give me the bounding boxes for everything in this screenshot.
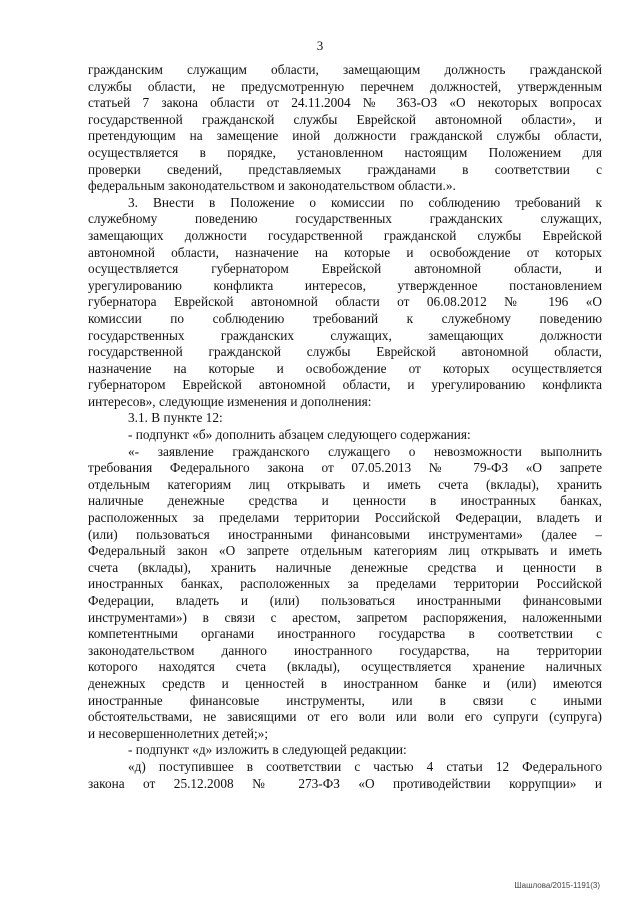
text-line: иностранных банках, расположенных за пределами территории Российской: [88, 576, 602, 592]
text-line: проверки сведений, представляемых гражданами в соответствии с: [88, 161, 602, 177]
text-line: компетентными органами иностранного государства в соответствии с: [88, 626, 602, 642]
text-line: служебному поведению государственных гражданских служащих,: [88, 211, 602, 227]
text-line: федеральным законодательством и законодательством области.».: [88, 178, 456, 194]
text-line: (или) пользоваться иностранными финансовыми инструментами» (далее –: [88, 526, 602, 542]
paragraph: [88, 444, 602, 743]
text-line: губернатором Еврейской автономной области, и урегулированию конфликта: [88, 377, 602, 393]
text-line: урегулированию конфликта интересов, утвержденное постановлением: [88, 277, 602, 293]
text-line: комиссии по соблюдению требований к служебному поведению: [88, 310, 602, 326]
text-line: наличные денежные средства и ценности в иностранных банках,: [88, 493, 602, 509]
text-line: интересов», следующие изменения и дополнения:: [88, 393, 372, 409]
paragraph: [88, 742, 602, 759]
text-line: «- заявление гражданского служащего о невозможности выполнить: [128, 443, 602, 459]
document-code: Шашлова/2015-1191(3): [514, 881, 600, 890]
text-line: расположенных за пределами территории Российской Федерации, владеть и: [88, 510, 602, 526]
text-line: - подпункт «б» дополнить абзацем следующего содержания:: [128, 427, 471, 443]
text-line: службы области, не предусмотренную перечнем должностей, утвержденным: [88, 78, 602, 94]
text-line: законодательством данного иностранного государства, на территории: [88, 642, 602, 658]
text-line: Федерации, владеть и (или) пользоваться иностранными финансовыми: [88, 593, 602, 608]
document-body: [88, 62, 602, 792]
text-line: обстоятельствами, не зависящими от его воли или воли его супруги (супруга): [88, 709, 602, 725]
text-line: отдельным категориям лиц открывать и иметь счета (вклады), хранить: [88, 476, 602, 492]
text-line: государственной гражданской службы Еврейской автономной области,: [88, 344, 602, 360]
text-line: автономной области, назначение на которые и освобождение от которых: [88, 244, 602, 260]
text-line: осуществляется в порядке, установленном настоящим Положением для: [88, 144, 602, 160]
text-line: 3.1. В пункте 12:: [128, 410, 223, 426]
text-line: назначение на которые и освобождение от которых осуществляется: [88, 360, 602, 376]
text-line: гражданским служащим области, замещающим должность гражданской: [88, 62, 602, 77]
paragraph: [88, 759, 602, 792]
text-line: закона от 25.12.2008 № 273-ФЗ «О противодействии коррупции» и: [88, 775, 602, 791]
text-line: претендующим на замещение иной должности гражданской службы области,: [88, 128, 602, 144]
text-line: Федеральный закон «О запрете отдельным категориям лиц открывать и иметь: [88, 543, 602, 559]
text-line: государственной гражданской службы Еврейской автономной области», и: [88, 111, 602, 127]
text-line: иностранные финансовые инструменты, или в связи с иными: [88, 692, 602, 708]
text-line: денежных средств и ценностей в иностранном банке и (или) имеются: [88, 675, 602, 691]
text-line: осуществляется губернатором Еврейской автономной области, и: [88, 261, 602, 277]
text-line: инструментами») в связи с арестом, запретом распоряжения, наложенными: [88, 609, 602, 625]
text-line: статьей 7 закона области от 24.11.2004 № 363-ОЗ «О некоторых вопросах: [88, 95, 602, 111]
page-number: 3: [316, 38, 324, 53]
text-line: требования Федерального закона от 07.05.2013 № 79-ФЗ «О запрете: [88, 460, 602, 476]
text-line: государственных гражданских служащих, замещающих должности: [88, 327, 602, 343]
text-line: - подпункт «д» изложить в следующей редакции:: [128, 742, 407, 758]
text-line: «д) поступившее в соответствии с частью 4 статьи 12 Федерального: [128, 758, 602, 774]
paragraph: [88, 427, 602, 444]
text-line: которого находятся счета (вклады), осуществляется хранение наличных: [88, 659, 602, 675]
text-line: счета (вклады), хранить наличные денежные средства и ценности в: [88, 559, 602, 575]
paragraph: [88, 195, 602, 411]
text-line: 3. Внести в Положение о комиссии по соблюдению требований к: [128, 194, 602, 210]
paragraph: [88, 410, 602, 427]
text-line: замещающих должности государственной гражданской службы Еврейской: [88, 227, 602, 243]
text-line: и несовершеннолетних детей;»;: [88, 725, 269, 741]
paragraph: [88, 62, 602, 195]
text-line: губернатора Еврейской автономной области от 06.08.2012 № 196 «О: [88, 294, 602, 310]
